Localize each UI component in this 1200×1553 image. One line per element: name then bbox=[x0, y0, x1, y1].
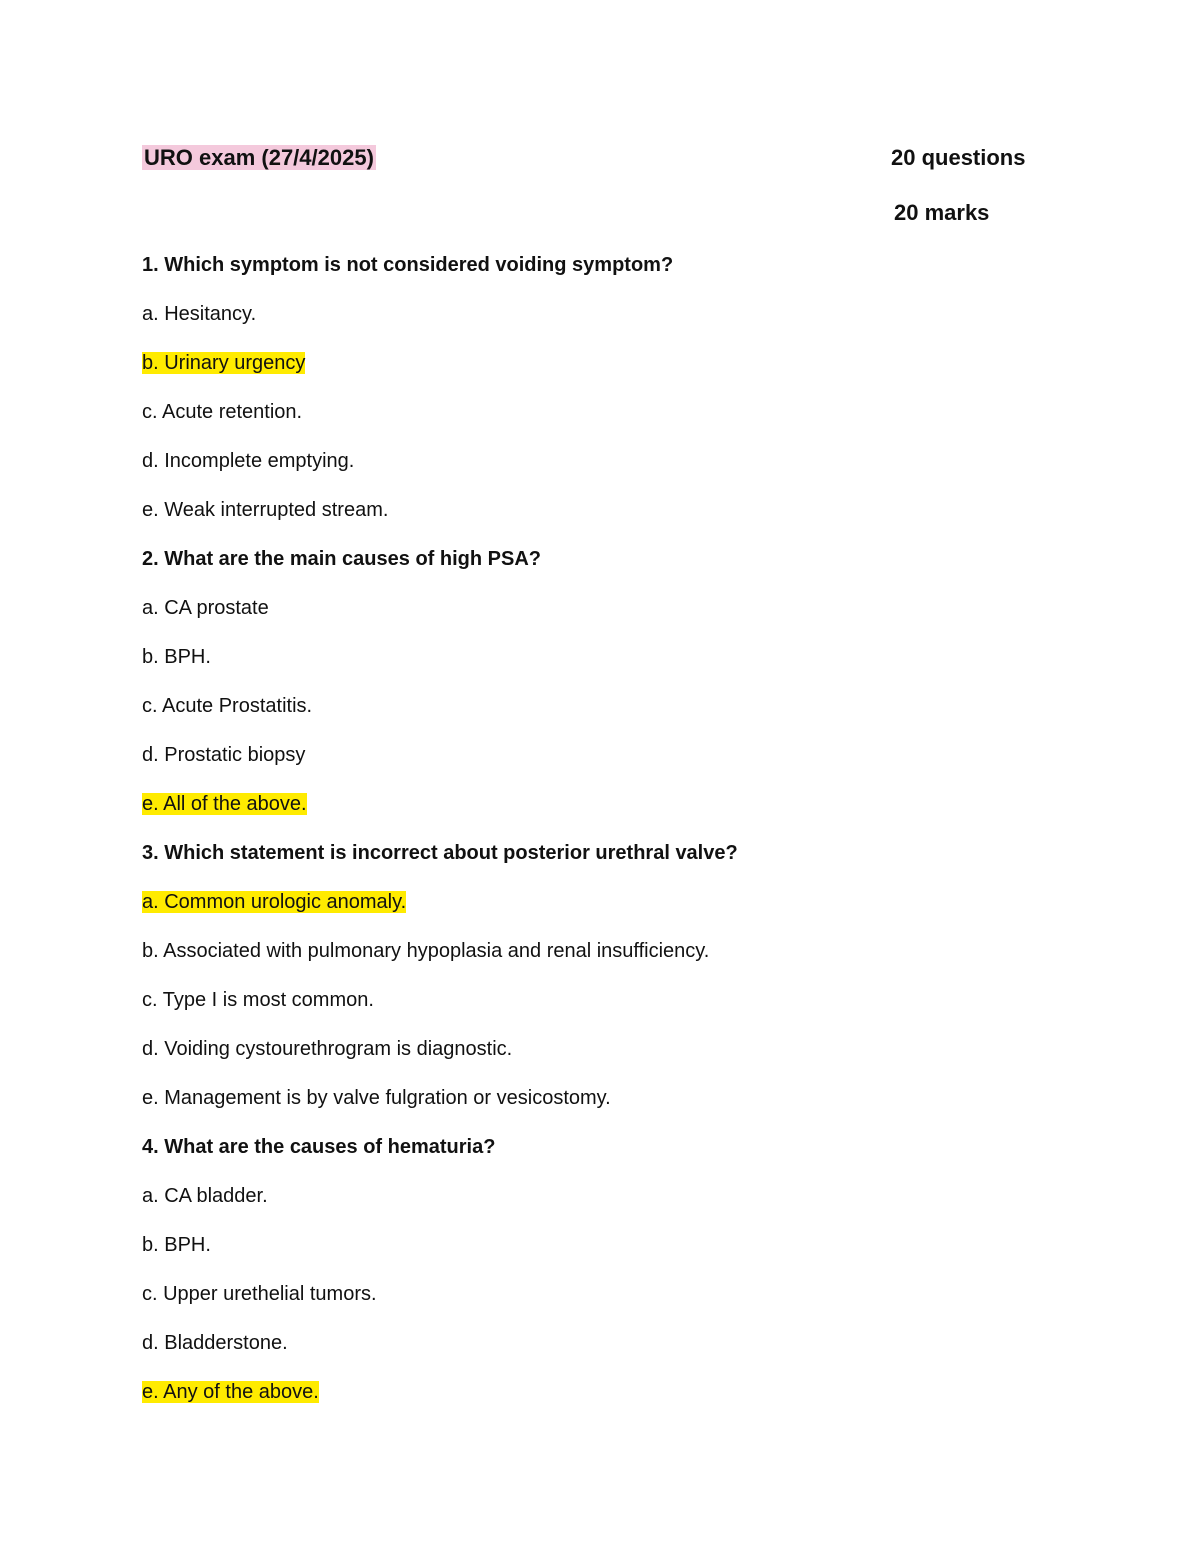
option-e: e. Management is by valve fulgration or vesicostomy. bbox=[142, 1087, 611, 1109]
question-3 bbox=[142, 838, 1142, 1132]
exam-title bbox=[142, 143, 376, 173]
total-marks: 20 marks bbox=[894, 200, 990, 225]
question-count: 20 questions bbox=[891, 145, 1026, 170]
question-text: 4. What are the causes of hematuria? bbox=[142, 1136, 496, 1158]
option-e-correct: e. Any of the above. bbox=[142, 1381, 319, 1403]
question-4 bbox=[142, 1132, 1142, 1426]
option-e: e. Weak interrupted stream. bbox=[142, 499, 389, 521]
question-2 bbox=[142, 544, 1142, 838]
question-list bbox=[142, 250, 1142, 1426]
option-a-correct: a. Common urologic anomaly. bbox=[142, 891, 407, 913]
option-a: a. CA bladder. bbox=[142, 1185, 268, 1207]
option-a: a. Hesitancy. bbox=[142, 303, 257, 325]
option-d: d. Voiding cystourethrogram is diagnostic. bbox=[142, 1038, 513, 1060]
option-c: c. Acute Prostatitis. bbox=[142, 695, 313, 717]
question-1 bbox=[142, 250, 1142, 544]
option-d: d. Prostatic biopsy bbox=[142, 744, 306, 766]
question-text: 2. What are the main causes of high PSA? bbox=[142, 548, 541, 570]
option-c: c. Type I is most common. bbox=[142, 989, 374, 1011]
option-a: a. CA prostate bbox=[142, 597, 269, 619]
question-text: 3. Which statement is incorrect about posterior urethral valve? bbox=[142, 842, 738, 864]
exam-title-text: URO exam (27/4/2025) bbox=[144, 145, 374, 170]
option-d: d. Incomplete emptying. bbox=[142, 450, 355, 472]
option-b-correct: b. Urinary urgency bbox=[142, 352, 306, 374]
option-b: b. BPH. bbox=[142, 646, 211, 668]
option-d: d. Bladderstone. bbox=[142, 1332, 288, 1354]
question-text: 1. Which symptom is not considered voiding symptom? bbox=[142, 254, 674, 276]
option-c: c. Acute retention. bbox=[142, 401, 303, 423]
option-c: c. Upper urethelial tumors. bbox=[142, 1283, 377, 1305]
option-b: b. BPH. bbox=[142, 1234, 211, 1256]
option-e-correct: e. All of the above. bbox=[142, 793, 307, 815]
option-b: b. Associated with pulmonary hypoplasia and renal insufficiency. bbox=[142, 940, 710, 962]
